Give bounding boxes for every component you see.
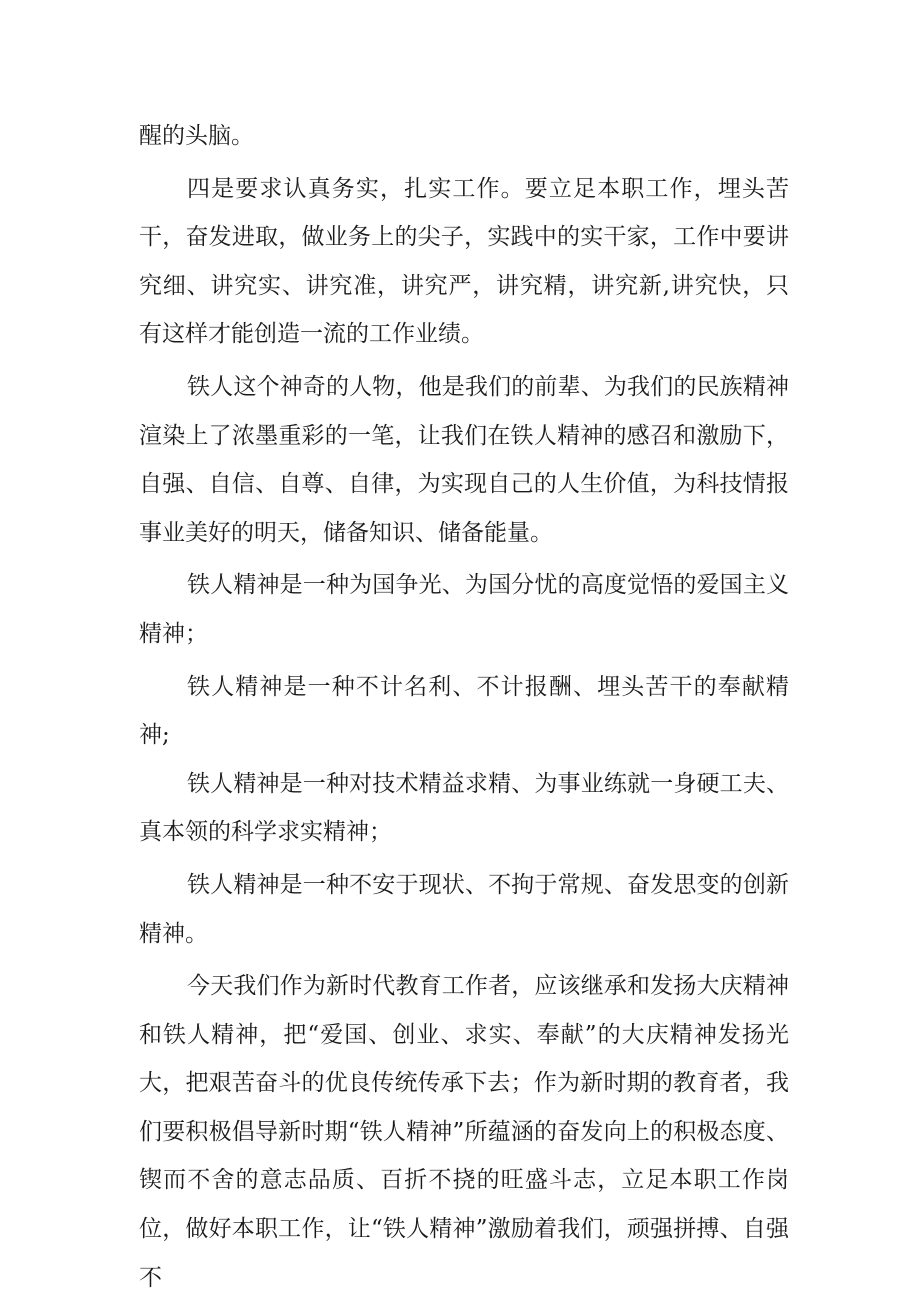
document-body	[139, 112, 789, 1302]
paragraph-spirit-science: 铁人精神是一种对技术精益求精、为事业练就一身硬工夫、真本领的科学求实精神；	[139, 770, 789, 846]
paragraph-educators: 今天我们作为新时代教育工作者，应该继承和发扬大庆精神和铁人精神，把“爱国、创业、求实、奉献”的大庆精神发扬光大，把艰苦奋斗的优良传统传承下去；作为新时期的教育者，我们要积极倡导新时期“铁人精神”所蕴涵的奋发向上的积极态度、锲而不舍的意志品质、百折不挠的旺盛斗志，立足本职工作岗位，做好本职工作，让“铁人精神”激励着我们，顽强拼搏、自强不	[139, 973, 789, 1291]
paragraph-spirit-dedication: 铁人精神是一种不计名利、不计报酬、埋头苦干的奉献精神;	[139, 673, 789, 749]
paragraph-continuation: 醒的头脑。	[139, 123, 254, 149]
paragraph-spirit-patriotism: 铁人精神是一种为国争光、为国分忧的高度觉悟的爱国主义精神；	[139, 572, 789, 647]
paragraph-work-attitude: 四是要求认真务实，扎实工作。要立足本职工作，埋头苦干，奋发进取，做业务上的尖子，实践中的实干家，工作中要讲究细、讲究实、讲究准，讲究严，讲究精，讲究新,讲究快，只有这样才能创造一流的工作业绩。	[139, 175, 789, 348]
paragraph-ironman-figure: 铁人这个神奇的人物，他是我们的前辈、为我们的民族精神渲染上了浓墨重彩的一笔，让我们在铁人精神的感召和激励下，自强、自信、自尊、自律，为实现自己的人生价值，为科技情报事业美好的明天，储备知识、储备能量。	[139, 373, 789, 546]
paragraph-spirit-innovation: 铁人精神是一种不安于现状、不拘于常规、奋发思变的创新精神。	[139, 871, 789, 947]
